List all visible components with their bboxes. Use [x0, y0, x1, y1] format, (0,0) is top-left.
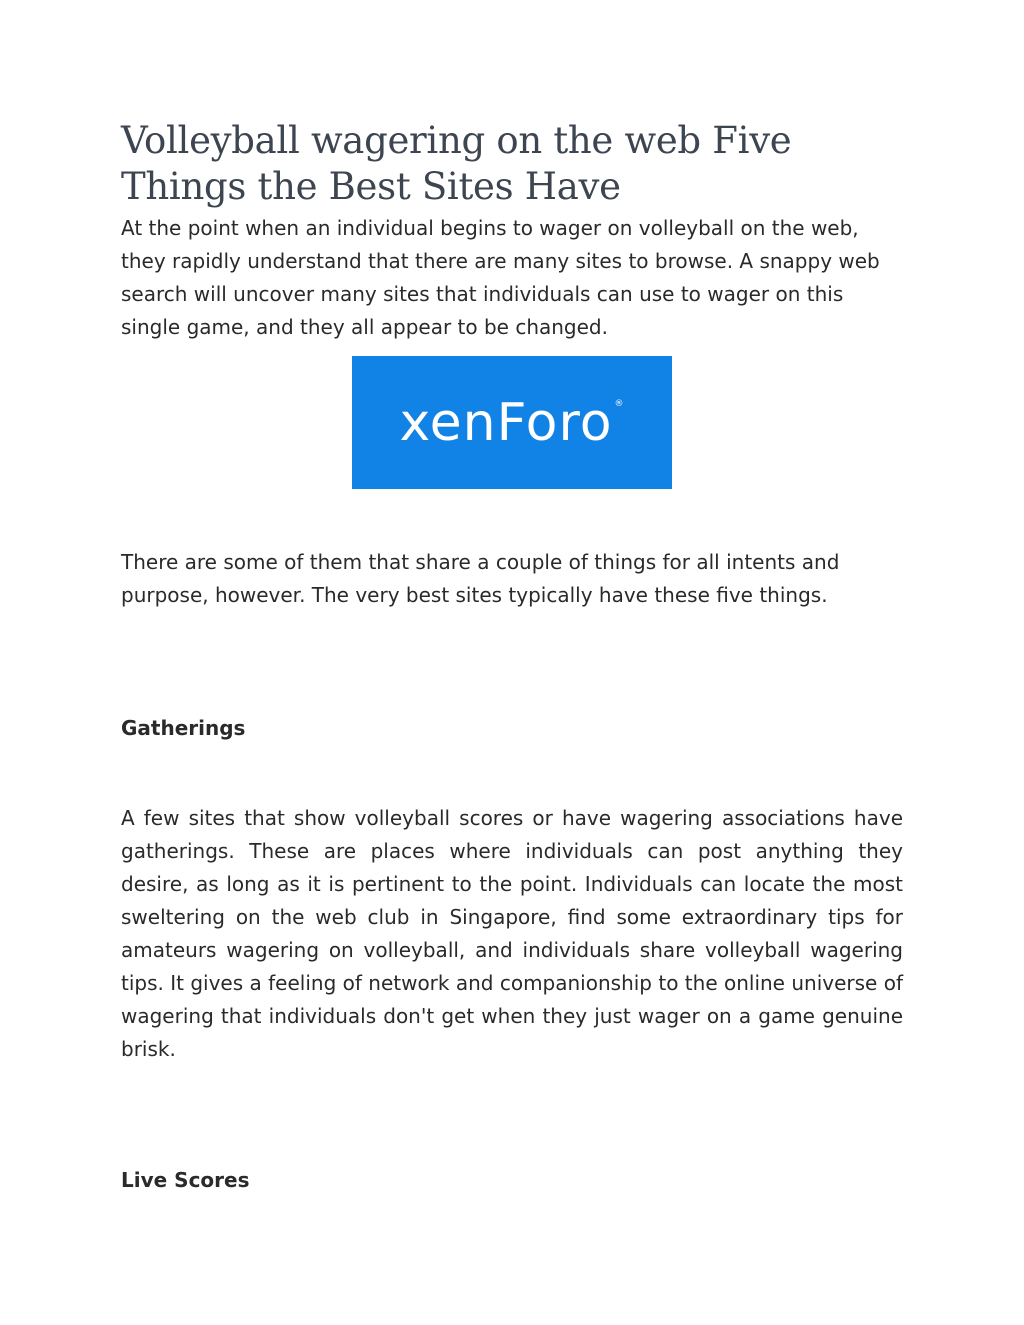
logo-text: xenForo: [399, 392, 613, 453]
xenforo-logo: [352, 356, 672, 489]
section-heading-gatherings: Gatherings: [121, 716, 246, 740]
section-heading-live-scores: Live Scores: [121, 1168, 250, 1192]
registered-mark: ®: [614, 398, 625, 409]
document-header: [121, 118, 903, 344]
logo-wordmark: [399, 393, 624, 453]
section-body-gatherings: A few sites that show volleyball scores or have wagering associations have gatherings. These are places where individuals can post anything they desire, as long as it is pertinent to the point. Individuals can locate the most sweltering on the web club in Singapore, find some extraordinary tips for amateurs wagering on volleyball, and individuals share volleyball wagering tips. It gives a feeling of network and companionship to the online universe of wagering that individuals don't get when they just wager on a game genuine brisk.: [121, 806, 903, 1061]
intro-paragraph: At the point when an individual begins to wager on volleyball on the web, they rapidly understand that there are many sites to browse. A snappy web search will uncover many sites that individuals can use to wager on this single game, and they all appear to be changed.: [121, 216, 880, 339]
paragraph-five-things: There are some of them that share a couple of things for all intents and purpose, however. The very best sites typically have these five things.: [121, 550, 840, 607]
page-title: Volleyball wagering on the web Five Things the Best Sites Have: [121, 119, 792, 208]
